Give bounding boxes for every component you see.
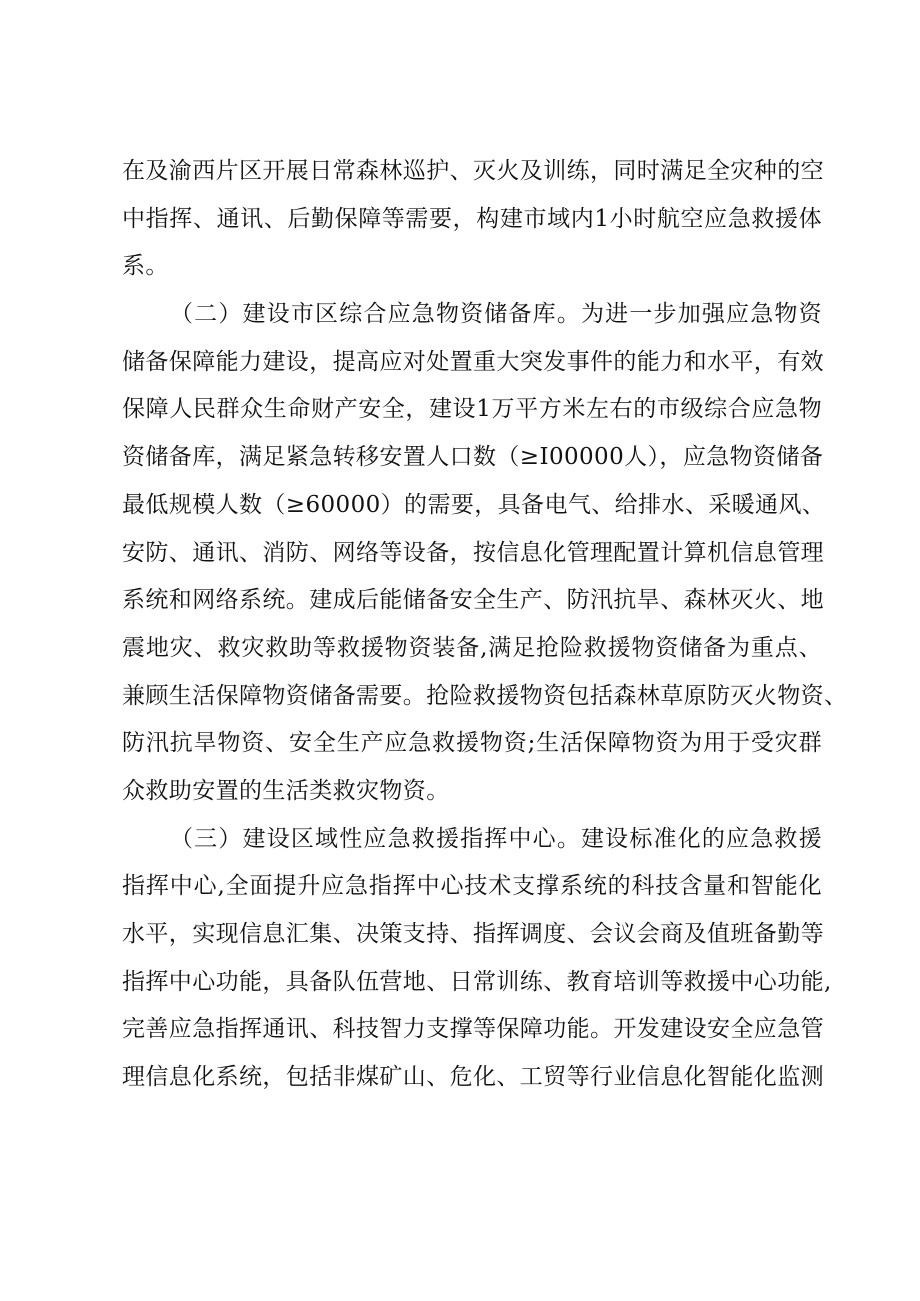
section-heading-line: （二）建设市区综合应急物资储备库。为进一步加强应急物资 <box>170 301 822 328</box>
text-line: 完善应急指挥通讯、科技智力支撑等保障功能。开发建设安全应急管 <box>122 1016 824 1043</box>
section-heading-line: （三）建设区域性应急救援指挥中心。建设标准化的应急救援 <box>170 825 822 852</box>
text-line: 储备保障能力建设，提高应对处置重大突发事件的能力和水平，有效 <box>122 348 824 375</box>
text-line: 保障人民群众生命财产安全，建设1万平方米左右的市级综合应急物 <box>122 396 822 423</box>
paragraph-section-3 <box>122 816 832 1102</box>
text-line: 安防、通讯、消防、网络等设备，按信息化管理配置计算机信息管理 <box>122 539 824 566</box>
document-body <box>122 148 848 1102</box>
text-line: 系统和网络系统。建成后能储备安全生产、防汛抗旱、森林灭火、地 <box>122 587 824 614</box>
text-line: 指挥中心,全面提升应急指挥中心技术支撑系统的科技含量和智能化 <box>122 873 822 900</box>
text-line: 中指挥、通讯、后勤保障等需要，构建市域内1小时航空应急救援体 <box>122 205 822 232</box>
text-line: 众救助安置的生活类救灾物资。 <box>122 777 450 804</box>
paragraph-continued <box>122 148 822 291</box>
text-line: 在及渝西片区开展日常森林巡护、灭火及训练，同时满足全灾种的空 <box>122 158 824 184</box>
text-line: 最低规模人数（≥60000）的需要，具备电气、给排水、采暖通风、 <box>122 491 826 518</box>
paragraph-section-2 <box>122 291 848 816</box>
text-line: 理信息化系统，包括非煤矿山、危化、工贸等行业信息化智能化监测 <box>122 1064 824 1091</box>
text-line: 系。 <box>122 253 169 280</box>
text-line: 水平，实现信息汇集、决策支持、指挥调度、会议会商及值班备勤等 <box>122 921 824 947</box>
text-line: 兼顾生活保障物资储备需要。抢险救援物资包括森林草原防灭火物资、 <box>122 682 848 709</box>
text-line: 防汛抗旱物资、安全生产应急救援物资;生活保障物资为用于受灾群 <box>122 730 822 757</box>
text-line: 震地灾、救灾救助等救援物资装备,满足抢险救援物资储备为重点、 <box>122 634 822 661</box>
text-line: 资储备库，满足紧急转移安置人口数（≥I00000人），应急物资储备 <box>122 444 824 471</box>
text-line: 指挥中心功能，具备队伍营地、日常训练、教育培训等救援中心功能, <box>122 968 832 995</box>
